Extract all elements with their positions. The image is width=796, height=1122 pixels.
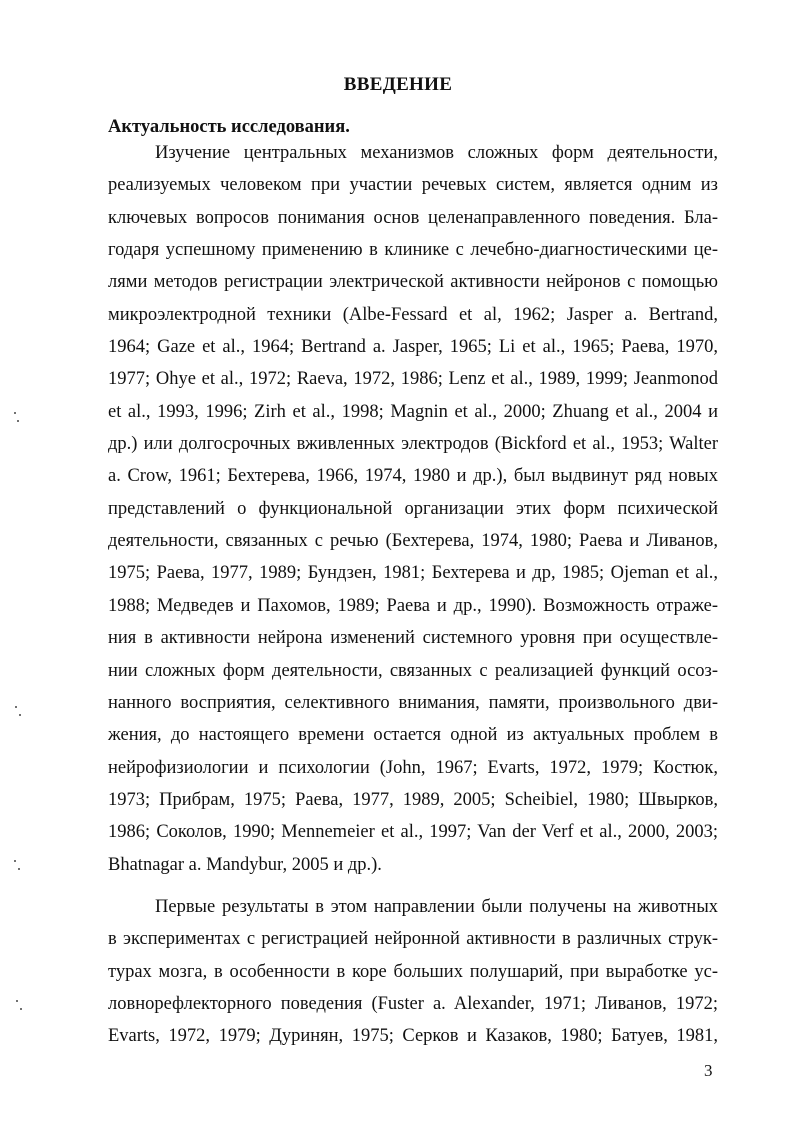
text-line: 1973; Прибрам, 1975; Раева, 1977, 1989, 2005; Scheibiel, 1980; Швырков,	[108, 789, 718, 810]
text-line: ключевых вопросов понимания основ целенаправленного поведения. Бла-	[108, 207, 718, 228]
text-line: 1988; Медведев и Пахомов, 1989; Раева и др., 1990). Возможность отраже-	[108, 595, 718, 616]
text-line: ния в активности нейрона изменений системного уровня при осуществле-	[108, 628, 718, 649]
text-line: Изучение центральных механизмов сложных форм деятельности,	[155, 143, 718, 163]
scan-speck	[18, 868, 20, 870]
text-line: микроэлектродной техники (Albe-Fessard et al, 1962; Jasper a. Bertrand,	[108, 304, 718, 325]
paragraph-1	[108, 137, 718, 881]
text-line: жения, до настоящего времени остается одной из актуальных проблем в	[108, 725, 718, 746]
text-line: годаря успешному применению в клинике с лечебно-диагностическими це-	[108, 240, 718, 261]
text-line: реализуемых человеком при участии речевых систем, является одним из	[108, 175, 718, 196]
page-number: 3	[704, 1061, 713, 1080]
text-line: Evarts, 1972, 1979; Дуринян, 1975; Серков и Казаков, 1980; Батуев, 1981,	[108, 1026, 718, 1047]
text-line: в экспериментах с регистрацией нейронной активности в различных струк-	[108, 929, 718, 950]
text-line: a. Crow, 1961; Бехтерева, 1966, 1974, 1980 и др.), был выдвинут ряд новых	[108, 466, 718, 487]
scan-speck	[20, 1008, 22, 1010]
scan-speck	[16, 1000, 18, 1002]
scan-speck	[15, 706, 17, 708]
text-line: нанного восприятия, селективного внимания, памяти, произвольного дви-	[108, 692, 718, 713]
text-line: Bhatnagar a. Mandybur, 2005 и др.).	[108, 854, 382, 875]
scan-speck	[14, 412, 16, 414]
text-line: 1986; Соколов, 1990; Mennemeier et al., 1997; Van der Verf et al., 2000, 2003;	[108, 822, 718, 843]
text-line: ловнорефлекторного поведения (Fuster a. Alexander, 1971; Ливанов, 1972;	[108, 993, 718, 1014]
text-line: деятельности, связанных с речью (Бехтерева, 1974, 1980; Раева и Ливанов,	[108, 531, 718, 552]
paragraph-gap	[108, 881, 718, 891]
text-line: et al., 1993, 1996; Zirh et al., 1998; Magnin et al., 2000; Zhuang et al., 2004 и	[108, 401, 718, 422]
scan-speck	[17, 420, 19, 422]
text-line: 1964; Gaze et al., 1964; Bertrand a. Jasper, 1965; Li et al., 1965; Раева, 1970,	[108, 337, 718, 358]
scan-speck	[19, 714, 21, 716]
text-line: др.) или долгосрочных вживленных электродов (Bickford et al., 1953; Walter	[108, 434, 718, 455]
text-line: 1977; Ohye et al., 1972; Raeva, 1972, 1986; Lenz et al., 1989, 1999; Jeanmonod	[108, 369, 718, 390]
text-line: 1975; Раева, 1977, 1989; Бундзен, 1981; Бехтерева и др, 1985; Ojeman et al.,	[108, 563, 718, 584]
section-title: Актуальность исследования.	[108, 117, 350, 137]
text-line: нии сложных форм деятельности, связанных с реализацией функций осоз-	[108, 660, 718, 681]
text-line: турах мозга, в особенности в коре больших полушарий, при выработке ус-	[108, 961, 718, 982]
text-line: Первые результаты в этом направлении были получены на животных	[155, 896, 718, 917]
document-body	[108, 137, 718, 1053]
paragraph-2	[108, 891, 718, 1053]
text-line: нейрофизиологии и психологии (John, 1967; Evarts, 1972, 1979; Костюк,	[108, 757, 718, 778]
text-line: представлений о функциональной организации этих форм психической	[108, 498, 718, 519]
text-line: лями методов регистрации электрической активности нейронов с помощью	[108, 272, 718, 293]
page-heading: ВВЕДЕНИЕ	[343, 74, 453, 95]
scan-speck	[14, 860, 16, 862]
